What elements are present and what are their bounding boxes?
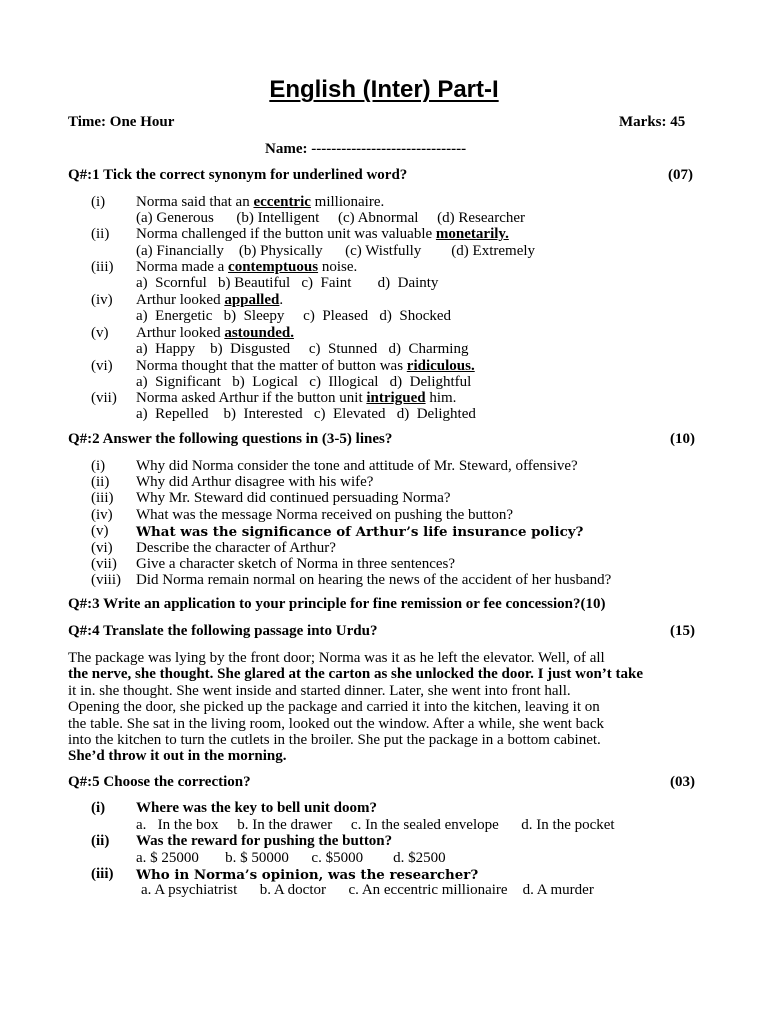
passage-line: the nerve, she thought. She glared at the carton as she unlocked the door. I just won’t take <box>68 666 644 683</box>
q1-item-number: (vii) <box>91 390 117 406</box>
underlined-word: astounded. <box>224 325 294 341</box>
q5-item-options: a. $ 25000 b. $ 50000 c. $5000 d. $2500 <box>136 850 446 866</box>
q5-item-question: Who in Norma’s opinion, was the researcher? <box>136 867 479 883</box>
q1-item-options: a) Repelled b) Interested c) Elevated d) Delighted <box>136 406 476 422</box>
name-field-label: Name: ------------------------------- <box>265 141 467 157</box>
q1-item-question: Norma asked Arthur if the button unit intrigued him. <box>136 390 457 406</box>
underlined-word: appalled <box>224 292 280 308</box>
time-label: Time: One Hour <box>68 114 175 130</box>
q1-heading: Q#:1 Tick the correct synonym for underlined word? <box>68 167 408 183</box>
page-title: English (Inter) Part-I <box>269 76 499 103</box>
q1-item-question: Norma thought that the matter of button was ridiculous. <box>136 358 475 374</box>
q1-item-number: (i) <box>91 194 106 210</box>
passage-line: the table. She sat in the living room, looked out the window. After a while, she went back <box>68 715 604 732</box>
q1-marks: (07) <box>668 167 693 183</box>
q1-item-question: Arthur looked appalled. <box>136 292 284 308</box>
q1-item-number: (vi) <box>91 358 113 374</box>
underlined-word: ridiculous. <box>406 358 475 374</box>
q1-item-options: (a) Financially (b) Physically (c) Wistfully (d) Extremely <box>136 243 536 259</box>
passage-line: She’d throw it out in the morning. <box>68 748 287 765</box>
q3-heading: Q#:3 Write an application to your principle for fine remission or fee concession?(10) <box>68 596 606 612</box>
q2-item-number: (iv) <box>91 507 113 523</box>
q5-item-number: (i) <box>91 800 106 816</box>
marks-label: Marks: 45 <box>619 114 686 130</box>
q1-item-number: (v) <box>91 325 109 341</box>
q1-item-question: Arthur looked astounded. <box>136 325 294 341</box>
q1-item-question: Norma challenged if the button unit was valuable monetarily. <box>136 226 509 242</box>
q1-item-options: a) Scornful b) Beautiful c) Faint d) Dainty <box>136 275 439 291</box>
q1-item-options: (a) Generous (b) Intelligent (c) Abnormal (d) Researcher <box>136 210 526 226</box>
passage-line: The package was lying by the front door; Norma was it as he left the elevator. Well, of all <box>68 650 605 666</box>
q5-item-number: (iii) <box>91 866 114 882</box>
q1-item-question: Norma made a contemptuous noise. <box>136 259 358 275</box>
q1-item-number: (iv) <box>91 292 113 308</box>
q4-marks: (15) <box>670 623 695 639</box>
q5-item-question: Where was the key to bell unit doom? <box>136 800 377 816</box>
q2-item-question: What was the significance of Arthur’s life insurance policy? <box>136 524 584 540</box>
q5-item-number: (ii) <box>91 833 110 849</box>
underlined-word: intrigued <box>366 390 426 406</box>
q2-item-number: (v) <box>91 523 109 539</box>
q2-heading: Q#:2 Answer the following questions in (3-5) lines? <box>68 431 393 447</box>
q2-item-number: (i) <box>91 458 106 474</box>
q1-item-options: a) Happy b) Disgusted c) Stunned d) Charming <box>136 341 469 357</box>
passage-line: into the kitchen to turn the cutlets in the broiler. She put the package in a bottom cabinet. <box>68 732 601 749</box>
q2-item-question: Why did Norma consider the tone and attitude of Mr. Steward, offensive? <box>136 458 578 474</box>
underlined-word: contemptuous <box>228 259 319 275</box>
q1-item-question: Norma said that an eccentric millionaire. <box>136 194 385 210</box>
q2-item-number: (ii) <box>91 474 110 490</box>
q1-item-options: a) Energetic b) Sleepy c) Pleased d) Shocked <box>136 308 452 324</box>
q2-item-number: (iii) <box>91 490 114 506</box>
q1-item-number: (ii) <box>91 226 110 242</box>
q2-item-number: (vi) <box>91 540 113 556</box>
q5-marks: (03) <box>670 774 695 790</box>
q2-item-question: Give a character sketch of Norma in three sentences? <box>136 556 456 572</box>
q5-item-options: a. In the box b. In the drawer c. In the sealed envelope d. In the pocket <box>136 817 615 833</box>
q2-item-number: (viii) <box>91 572 121 588</box>
underlined-word: eccentric <box>253 194 311 210</box>
q4-heading: Q#:4 Translate the following passage into Urdu? <box>68 623 378 639</box>
q2-item-question: Did Norma remain normal on hearing the news of the accident of her husband? <box>136 572 612 588</box>
translation-passage <box>68 650 700 765</box>
q5-item-options: a. A psychiatrist b. A doctor c. An eccentric millionaire d. A murder <box>141 882 594 898</box>
q2-item-number: (vii) <box>91 556 117 572</box>
underlined-word: monetarily. <box>435 226 509 242</box>
q2-item-question: Why Mr. Steward did continued persuading Norma? <box>136 490 451 506</box>
q2-item-question: Describe the character of Arthur? <box>136 540 336 556</box>
q5-heading: Q#:5 Choose the correction? <box>68 774 251 790</box>
passage-line: it in. she thought. She went inside and started dinner. Later, she went into front hall. <box>68 682 571 699</box>
q2-item-question: What was the message Norma received on pushing the button? <box>136 507 513 523</box>
q2-marks: (10) <box>670 431 695 447</box>
q2-item-question: Why did Arthur disagree with his wife? <box>136 474 374 490</box>
q1-item-number: (iii) <box>91 259 114 275</box>
q5-item-question: Was the reward for pushing the button? <box>136 833 393 849</box>
passage-line: Opening the door, she picked up the package and carried it into the kitchen, leaving it on <box>68 699 600 716</box>
q1-item-options: a) Significant b) Logical c) Illogical d) Delightful <box>136 374 472 390</box>
